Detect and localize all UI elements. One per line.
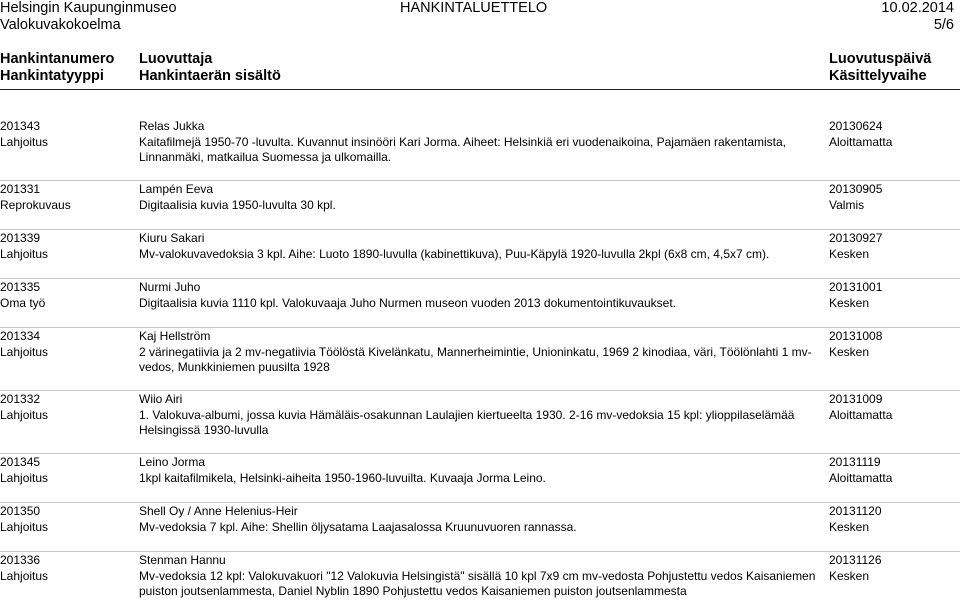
- handover-date: 20131126: [829, 553, 882, 567]
- donor-name: Relas Jukka: [139, 119, 205, 133]
- donor-name: Shell Oy / Anne Helenius-Heir: [139, 504, 298, 518]
- handover-date: 20131008: [829, 329, 883, 343]
- processing-status: Aloittamatta: [829, 470, 893, 485]
- acquisition-content: Mv-vedoksia 12 kpl: Valokuvakuori "12 Valokuvia Helsingistä" sisällä 10 kpl 7x9 cm mv-vedosta Pohjustettu vedos Kaisaniemen puiston joutsenlammesta, Daniel Nyblin 1890 Pohjustettu vedos Kaisaniemen puiston joutsenlammesta: [139, 568, 816, 598]
- column-header-status: Käsittelyvaihe: [829, 68, 927, 84]
- processing-status: Kesken: [829, 246, 870, 261]
- donor-name: Lampén Eeva: [139, 182, 214, 196]
- acquisition-number: 201332: [0, 392, 41, 406]
- acquisition-type: Oma työ: [0, 295, 46, 310]
- acquisition-number: 201335: [0, 280, 41, 294]
- processing-status: Kesken: [829, 295, 870, 310]
- column-header-content: Hankintaerän sisältö: [139, 68, 281, 84]
- acquisition-content: Kaitafilmejä 1950-70 -luvulta. Kuvannut insinööri Kari Jorma. Aiheet: Helsinkiä eri vuodenaikoina, Pajamäen rakentamista, Linnanmäki, matkailua Suomessa ja ulkomailla.: [139, 134, 787, 164]
- acquisition-number: 201334: [0, 329, 41, 343]
- header-divider: [0, 89, 960, 90]
- processing-status: Aloittamatta: [829, 407, 893, 422]
- museum-name: Helsingin Kaupunginmuseo: [0, 0, 177, 16]
- acquisition-type: Lahjoitus: [0, 246, 49, 261]
- acquisition-content: Mv-vedoksia 7 kpl. Aihe: Shellin öljysatama Laajasalossa Kruunuvuoren rannassa.: [139, 519, 577, 534]
- acquisition-number: 201350: [0, 504, 41, 518]
- processing-status: Kesken: [829, 344, 870, 359]
- acquisition-type: Lahjoitus: [0, 344, 49, 359]
- donor-name: Stenman Hannu: [139, 553, 226, 567]
- report-title: HANKINTALUETTELO: [400, 0, 548, 16]
- handover-date: 20131119: [829, 455, 881, 469]
- acquisition-content: Digitaalisia kuvia 1110 kpl. Valokuvaaja Juho Nurmen museon vuoden 2013 dokumentointikuvaukset.: [139, 295, 676, 310]
- acquisition-list: [0, 118, 960, 614]
- processing-status: Kesken: [829, 519, 870, 534]
- processing-status: Kesken: [829, 568, 870, 583]
- handover-date: 20130905: [829, 182, 883, 196]
- acquisition-type: Lahjoitus: [0, 407, 49, 422]
- acquisition-number: 201339: [0, 231, 41, 245]
- acquisition-number: 201345: [0, 455, 41, 469]
- list-item: [0, 279, 960, 328]
- list-item: [0, 552, 960, 614]
- donor-name: Nurmi Juho: [139, 280, 201, 294]
- acquisition-content: 1. Valokuva-albumi, jossa kuvia Hämäläis-osakunnan Laulajien kiertueelta 1930. 2-16 mv-vedoksia 15 kpl: ylioppilaselämää Helsingissä 1930-luvulla: [139, 407, 795, 437]
- collection-name: Valokuvakokoelma: [0, 17, 121, 33]
- acquisition-content: 2 värinegatiivia ja 2 mv-negatiivia Töölöstä Kivelänkatu, Mannerheimintie, Unioninkatu, 1969 2 kinodiaa, väri, Töölönlahti 1 mv-vedos, Munkkiniemen puusilta 1928: [139, 344, 812, 374]
- acquisition-type: Lahjoitus: [0, 134, 49, 149]
- list-item: [0, 328, 960, 391]
- report-date: 10.02.2014: [881, 0, 954, 16]
- acquisition-type: Lahjoitus: [0, 568, 49, 583]
- list-item: [0, 391, 960, 454]
- handover-date: 20131120: [829, 504, 882, 518]
- column-header-handover-date: Luovutuspäivä: [829, 51, 932, 67]
- handover-date: 20130927: [829, 231, 883, 245]
- acquisition-type: Lahjoitus: [0, 519, 49, 534]
- list-item: [0, 118, 960, 181]
- acquisition-content: Mv-valokuvavedoksia 3 kpl. Aihe: Luoto 1890-luvulla (kabinettikuva), Puu-Käpylä 1920-luvulla 2kpl (6x8 cm, 4,5x7 cm).: [139, 246, 770, 261]
- acquisition-content: 1kpl kaitafilmikela, Helsinki-aiheita 1950-1960-luvuilta. Kuvaaja Jorma Leino.: [139, 470, 546, 485]
- acquisition-type: Reprokuvaus: [0, 197, 71, 212]
- donor-name: Leino Jorma: [139, 455, 206, 469]
- column-header-number: Hankintanumero: [0, 51, 115, 67]
- acquisition-number: 201343: [0, 119, 41, 133]
- acquisition-number: 201336: [0, 553, 41, 567]
- handover-date: 20131009: [829, 392, 883, 406]
- processing-status: Aloittamatta: [829, 134, 893, 149]
- donor-name: Wiio Airi: [139, 392, 183, 406]
- column-header-type: Hankintatyyppi: [0, 68, 104, 84]
- list-item: [0, 230, 960, 279]
- list-item: [0, 503, 960, 552]
- handover-date: 20130624: [829, 119, 883, 133]
- acquisition-content: Digitaalisia kuvia 1950-luvulta 30 kpl.: [139, 197, 336, 212]
- handover-date: 20131001: [829, 280, 883, 294]
- page-number: 5/6: [933, 17, 954, 33]
- donor-name: Kiuru Sakari: [139, 231, 205, 245]
- processing-status: Valmis: [829, 197, 865, 212]
- column-header-donor: Luovuttaja: [139, 51, 213, 67]
- acquisition-number: 201331: [0, 182, 41, 196]
- donor-name: Kaj Hellström: [139, 329, 211, 343]
- list-item: [0, 454, 960, 503]
- list-item: [0, 181, 960, 230]
- acquisition-type: Lahjoitus: [0, 470, 49, 485]
